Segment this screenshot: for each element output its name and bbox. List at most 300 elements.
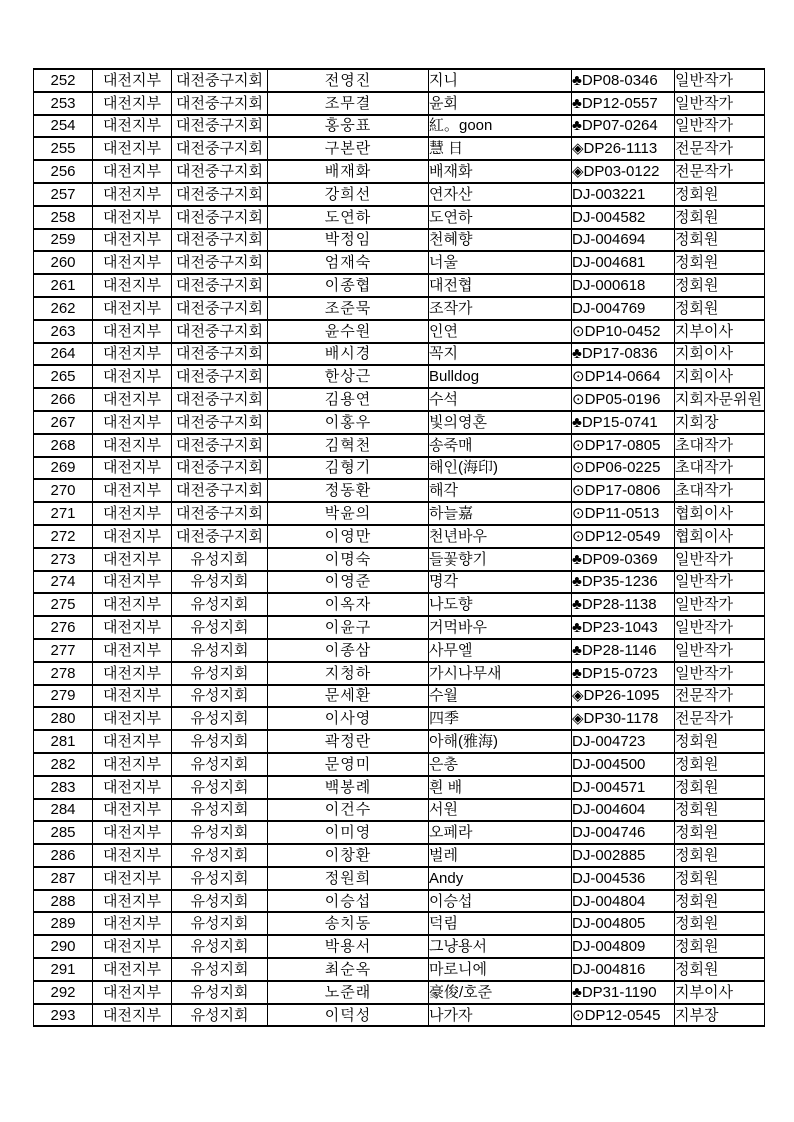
table-row [34, 548, 765, 571]
cell-no: 268 [34, 434, 93, 457]
cell-grade: 정회원 [675, 776, 765, 799]
cell-grade: 정회원 [675, 912, 765, 935]
table-row [34, 799, 765, 822]
cell-pen: 나가자 [429, 1004, 572, 1027]
cell-grade: 지부이사 [675, 981, 765, 1004]
cell-chapter: 대전중구지회 [172, 206, 268, 229]
cell-name: 이옥자 [268, 593, 429, 616]
table-row [34, 639, 765, 662]
cell-branch: 대전지부 [93, 890, 172, 913]
cell-pen: 벌레 [429, 844, 572, 867]
cell-name: 이미영 [268, 821, 429, 844]
table-row [34, 160, 765, 183]
cell-name: 박윤의 [268, 502, 429, 525]
cell-no: 253 [34, 92, 93, 115]
cell-pen: 수석 [429, 388, 572, 411]
cell-chapter: 유성지회 [172, 685, 268, 708]
cell-grade: 지회이사 [675, 365, 765, 388]
cell-branch: 대전지부 [93, 662, 172, 685]
cell-chapter: 대전중구지회 [172, 457, 268, 480]
cell-chapter: 유성지회 [172, 981, 268, 1004]
cell-pen: 들꽃향기 [429, 548, 572, 571]
cell-pen: 아해(雅海) [429, 730, 572, 753]
table-row [34, 935, 765, 958]
cell-grade: 정회원 [675, 799, 765, 822]
table-row [34, 434, 765, 457]
cell-chapter: 유성지회 [172, 593, 268, 616]
cell-code: ♣DP35-1236 [572, 571, 675, 594]
cell-code: DJ-000618 [572, 274, 675, 297]
cell-no: 254 [34, 115, 93, 138]
cell-chapter: 대전중구지회 [172, 229, 268, 252]
cell-grade: 초대작가 [675, 434, 765, 457]
cell-name: 백봉례 [268, 776, 429, 799]
cell-chapter: 대전중구지회 [172, 320, 268, 343]
cell-branch: 대전지부 [93, 92, 172, 115]
table-row [34, 69, 765, 92]
cell-pen: 명각 [429, 571, 572, 594]
cell-branch: 대전지부 [93, 274, 172, 297]
cell-branch: 대전지부 [93, 776, 172, 799]
cell-pen: 이승섭 [429, 890, 572, 913]
cell-grade: 일반작가 [675, 639, 765, 662]
cell-grade: 정회원 [675, 844, 765, 867]
cell-code: DJ-004694 [572, 229, 675, 252]
cell-no: 293 [34, 1004, 93, 1027]
cell-code: ♣DP17-0836 [572, 343, 675, 366]
cell-chapter: 유성지회 [172, 935, 268, 958]
cell-code: DJ-004536 [572, 867, 675, 890]
cell-no: 274 [34, 571, 93, 594]
table-row [34, 662, 765, 685]
cell-name: 이승섭 [268, 890, 429, 913]
table-row [34, 912, 765, 935]
table-row [34, 844, 765, 867]
cell-chapter: 대전중구지회 [172, 525, 268, 548]
cell-code: DJ-004582 [572, 206, 675, 229]
cell-code: DJ-004804 [572, 890, 675, 913]
cell-grade: 전문작가 [675, 137, 765, 160]
cell-chapter: 유성지회 [172, 639, 268, 662]
cell-name: 이영만 [268, 525, 429, 548]
cell-branch: 대전지부 [93, 229, 172, 252]
cell-branch: 대전지부 [93, 479, 172, 502]
cell-grade: 협회이사 [675, 525, 765, 548]
cell-code: ⊙DP12-0549 [572, 525, 675, 548]
cell-no: 265 [34, 365, 93, 388]
cell-pen: 꼭지 [429, 343, 572, 366]
cell-code: DJ-004805 [572, 912, 675, 935]
cell-branch: 대전지부 [93, 525, 172, 548]
cell-branch: 대전지부 [93, 753, 172, 776]
cell-pen: 豪俊/호준 [429, 981, 572, 1004]
cell-name: 이명숙 [268, 548, 429, 571]
cell-code: ⊙DP17-0806 [572, 479, 675, 502]
table-row [34, 92, 765, 115]
table-row [34, 821, 765, 844]
cell-pen: 도연하 [429, 206, 572, 229]
cell-pen: 조작가 [429, 297, 572, 320]
cell-branch: 대전지부 [93, 935, 172, 958]
cell-code: ♣DP09-0369 [572, 548, 675, 571]
cell-no: 280 [34, 707, 93, 730]
table-row [34, 753, 765, 776]
cell-chapter: 대전중구지회 [172, 388, 268, 411]
cell-code: ◈DP30-1178 [572, 707, 675, 730]
cell-chapter: 대전중구지회 [172, 502, 268, 525]
cell-no: 292 [34, 981, 93, 1004]
cell-pen: 慧 日 [429, 137, 572, 160]
cell-code: DJ-004769 [572, 297, 675, 320]
cell-chapter: 유성지회 [172, 776, 268, 799]
cell-name: 강희선 [268, 183, 429, 206]
cell-pen: 서원 [429, 799, 572, 822]
cell-name: 조준묵 [268, 297, 429, 320]
cell-chapter: 유성지회 [172, 958, 268, 981]
cell-branch: 대전지부 [93, 685, 172, 708]
cell-name: 이영준 [268, 571, 429, 594]
cell-grade: 지회장 [675, 411, 765, 434]
table-row [34, 343, 765, 366]
cell-name: 조무결 [268, 92, 429, 115]
cell-pen: 오페라 [429, 821, 572, 844]
cell-code: ⊙DP12-0545 [572, 1004, 675, 1027]
cell-code: DJ-004681 [572, 251, 675, 274]
cell-name: 홍웅표 [268, 115, 429, 138]
table-row [34, 707, 765, 730]
cell-pen: 해인(海印) [429, 457, 572, 480]
cell-grade: 일반작가 [675, 593, 765, 616]
table-row [34, 479, 765, 502]
cell-no: 290 [34, 935, 93, 958]
cell-name: 윤수원 [268, 320, 429, 343]
cell-no: 285 [34, 821, 93, 844]
cell-no: 288 [34, 890, 93, 913]
cell-name: 이창환 [268, 844, 429, 867]
cell-name: 정동환 [268, 479, 429, 502]
cell-branch: 대전지부 [93, 821, 172, 844]
cell-pen: 흰 배 [429, 776, 572, 799]
cell-code: ◈DP26-1113 [572, 137, 675, 160]
cell-chapter: 유성지회 [172, 571, 268, 594]
cell-grade: 지부장 [675, 1004, 765, 1027]
cell-chapter: 대전중구지회 [172, 434, 268, 457]
cell-name: 이사영 [268, 707, 429, 730]
table-row [34, 229, 765, 252]
cell-branch: 대전지부 [93, 981, 172, 1004]
cell-branch: 대전지부 [93, 593, 172, 616]
cell-name: 이건수 [268, 799, 429, 822]
cell-branch: 대전지부 [93, 730, 172, 753]
cell-code: DJ-004723 [572, 730, 675, 753]
cell-no: 256 [34, 160, 93, 183]
cell-grade: 정회원 [675, 821, 765, 844]
table-row [34, 502, 765, 525]
cell-branch: 대전지부 [93, 320, 172, 343]
cell-branch: 대전지부 [93, 1004, 172, 1027]
cell-code: ♣DP12-0557 [572, 92, 675, 115]
cell-chapter: 대전중구지회 [172, 274, 268, 297]
cell-no: 260 [34, 251, 93, 274]
cell-pen: 四季 [429, 707, 572, 730]
cell-pen: 사무엘 [429, 639, 572, 662]
cell-no: 289 [34, 912, 93, 935]
cell-branch: 대전지부 [93, 388, 172, 411]
cell-chapter: 대전중구지회 [172, 69, 268, 92]
table-row [34, 616, 765, 639]
cell-no: 273 [34, 548, 93, 571]
cell-chapter: 유성지회 [172, 730, 268, 753]
cell-code: DJ-004809 [572, 935, 675, 958]
cell-grade: 전문작가 [675, 160, 765, 183]
cell-name: 노준래 [268, 981, 429, 1004]
cell-no: 261 [34, 274, 93, 297]
cell-chapter: 대전중구지회 [172, 411, 268, 434]
cell-branch: 대전지부 [93, 411, 172, 434]
cell-code: ⊙DP11-0513 [572, 502, 675, 525]
cell-pen: 나도향 [429, 593, 572, 616]
cell-code: DJ-004500 [572, 753, 675, 776]
cell-no: 270 [34, 479, 93, 502]
table-row [34, 274, 765, 297]
table-row [34, 525, 765, 548]
cell-chapter: 대전중구지회 [172, 115, 268, 138]
cell-grade: 일반작가 [675, 115, 765, 138]
cell-no: 264 [34, 343, 93, 366]
cell-grade: 정회원 [675, 890, 765, 913]
cell-branch: 대전지부 [93, 297, 172, 320]
cell-branch: 대전지부 [93, 571, 172, 594]
cell-code: DJ-003221 [572, 183, 675, 206]
table-row [34, 297, 765, 320]
cell-pen: 연자산 [429, 183, 572, 206]
member-table-body [34, 69, 765, 1026]
table-row [34, 251, 765, 274]
cell-grade: 일반작가 [675, 571, 765, 594]
cell-chapter: 유성지회 [172, 707, 268, 730]
cell-branch: 대전지부 [93, 160, 172, 183]
table-row [34, 981, 765, 1004]
cell-chapter: 유성지회 [172, 548, 268, 571]
cell-pen: 紅。goon [429, 115, 572, 138]
cell-no: 258 [34, 206, 93, 229]
cell-code: ♣DP07-0264 [572, 115, 675, 138]
table-row [34, 593, 765, 616]
cell-code: DJ-002885 [572, 844, 675, 867]
cell-chapter: 대전중구지회 [172, 297, 268, 320]
cell-grade: 정회원 [675, 297, 765, 320]
cell-no: 286 [34, 844, 93, 867]
cell-chapter: 대전중구지회 [172, 365, 268, 388]
cell-grade: 정회원 [675, 730, 765, 753]
cell-name: 엄재숙 [268, 251, 429, 274]
cell-chapter: 유성지회 [172, 912, 268, 935]
cell-pen: 송죽매 [429, 434, 572, 457]
cell-pen: Bulldog [429, 365, 572, 388]
cell-grade: 초대작가 [675, 457, 765, 480]
cell-no: 291 [34, 958, 93, 981]
cell-no: 269 [34, 457, 93, 480]
table-row [34, 206, 765, 229]
cell-code: DJ-004746 [572, 821, 675, 844]
cell-name: 김혁천 [268, 434, 429, 457]
cell-branch: 대전지부 [93, 137, 172, 160]
cell-code: ♣DP15-0723 [572, 662, 675, 685]
cell-code: ⊙DP06-0225 [572, 457, 675, 480]
cell-name: 정원희 [268, 867, 429, 890]
cell-branch: 대전지부 [93, 343, 172, 366]
cell-branch: 대전지부 [93, 115, 172, 138]
table-row [34, 457, 765, 480]
cell-name: 곽정란 [268, 730, 429, 753]
cell-grade: 정회원 [675, 274, 765, 297]
cell-pen: 빛의영혼 [429, 411, 572, 434]
cell-grade: 전문작가 [675, 707, 765, 730]
cell-branch: 대전지부 [93, 844, 172, 867]
cell-grade: 일반작가 [675, 548, 765, 571]
cell-name: 문세환 [268, 685, 429, 708]
cell-code: ⊙DP05-0196 [572, 388, 675, 411]
cell-no: 272 [34, 525, 93, 548]
cell-grade: 정회원 [675, 753, 765, 776]
cell-pen: 윤회 [429, 92, 572, 115]
cell-no: 275 [34, 593, 93, 616]
cell-branch: 대전지부 [93, 548, 172, 571]
cell-name: 전영진 [268, 69, 429, 92]
cell-chapter: 유성지회 [172, 799, 268, 822]
cell-no: 276 [34, 616, 93, 639]
cell-branch: 대전지부 [93, 616, 172, 639]
cell-name: 지청하 [268, 662, 429, 685]
cell-no: 267 [34, 411, 93, 434]
cell-code: ♣DP23-1043 [572, 616, 675, 639]
cell-chapter: 대전중구지회 [172, 251, 268, 274]
cell-name: 문영미 [268, 753, 429, 776]
cell-grade: 정회원 [675, 958, 765, 981]
cell-chapter: 대전중구지회 [172, 479, 268, 502]
cell-pen: 그냥용서 [429, 935, 572, 958]
table-row [34, 685, 765, 708]
cell-branch: 대전지부 [93, 183, 172, 206]
cell-grade: 일반작가 [675, 92, 765, 115]
cell-name: 이덕성 [268, 1004, 429, 1027]
cell-pen: Andy [429, 867, 572, 890]
table-row [34, 730, 765, 753]
table-row [34, 388, 765, 411]
cell-code: ◈DP03-0122 [572, 160, 675, 183]
cell-grade: 전문작가 [675, 685, 765, 708]
table-row [34, 411, 765, 434]
cell-name: 이윤구 [268, 616, 429, 639]
cell-grade: 협회이사 [675, 502, 765, 525]
cell-pen: 천년바우 [429, 525, 572, 548]
cell-name: 송치동 [268, 912, 429, 935]
cell-no: 277 [34, 639, 93, 662]
cell-code: DJ-004816 [572, 958, 675, 981]
table-row [34, 776, 765, 799]
cell-chapter: 유성지회 [172, 1004, 268, 1027]
cell-branch: 대전지부 [93, 457, 172, 480]
cell-code: ◈DP26-1095 [572, 685, 675, 708]
cell-grade: 정회원 [675, 867, 765, 890]
cell-no: 257 [34, 183, 93, 206]
cell-no: 266 [34, 388, 93, 411]
cell-branch: 대전지부 [93, 958, 172, 981]
table-row [34, 183, 765, 206]
cell-chapter: 유성지회 [172, 662, 268, 685]
cell-code: ♣DP28-1146 [572, 639, 675, 662]
cell-name: 이종협 [268, 274, 429, 297]
cell-pen: 가시나무새 [429, 662, 572, 685]
table-row [34, 320, 765, 343]
cell-grade: 일반작가 [675, 69, 765, 92]
table-row [34, 958, 765, 981]
table-row [34, 890, 765, 913]
cell-pen: 은총 [429, 753, 572, 776]
cell-chapter: 유성지회 [172, 821, 268, 844]
cell-grade: 정회원 [675, 251, 765, 274]
cell-name: 김용연 [268, 388, 429, 411]
cell-code: ♣DP15-0741 [572, 411, 675, 434]
cell-pen: 배재화 [429, 160, 572, 183]
cell-name: 이홍우 [268, 411, 429, 434]
cell-no: 283 [34, 776, 93, 799]
cell-no: 252 [34, 69, 93, 92]
cell-code: ♣DP28-1138 [572, 593, 675, 616]
cell-pen: 거먹바우 [429, 616, 572, 639]
cell-branch: 대전지부 [93, 69, 172, 92]
cell-chapter: 유성지회 [172, 753, 268, 776]
cell-pen: 대전협 [429, 274, 572, 297]
cell-pen: 천혜향 [429, 229, 572, 252]
cell-grade: 정회원 [675, 935, 765, 958]
table-row [34, 137, 765, 160]
cell-grade: 지부이사 [675, 320, 765, 343]
cell-pen: 마로니에 [429, 958, 572, 981]
cell-grade: 일반작가 [675, 662, 765, 685]
cell-name: 박정임 [268, 229, 429, 252]
cell-grade: 일반작가 [675, 616, 765, 639]
cell-code: DJ-004604 [572, 799, 675, 822]
table-row [34, 867, 765, 890]
cell-code: ♣DP08-0346 [572, 69, 675, 92]
cell-pen: 인연 [429, 320, 572, 343]
cell-chapter: 대전중구지회 [172, 160, 268, 183]
member-roster-table [33, 68, 765, 1027]
cell-code: DJ-004571 [572, 776, 675, 799]
cell-no: 263 [34, 320, 93, 343]
cell-grade: 지회자문위원 [675, 388, 765, 411]
cell-no: 259 [34, 229, 93, 252]
cell-grade: 지회이사 [675, 343, 765, 366]
cell-name: 김형기 [268, 457, 429, 480]
cell-no: 279 [34, 685, 93, 708]
cell-no: 278 [34, 662, 93, 685]
cell-name: 배시경 [268, 343, 429, 366]
table-row [34, 571, 765, 594]
cell-chapter: 대전중구지회 [172, 92, 268, 115]
cell-branch: 대전지부 [93, 502, 172, 525]
cell-chapter: 대전중구지회 [172, 137, 268, 160]
cell-branch: 대전지부 [93, 251, 172, 274]
cell-pen: 수월 [429, 685, 572, 708]
cell-pen: 하늘嘉 [429, 502, 572, 525]
cell-code: ♣DP31-1190 [572, 981, 675, 1004]
cell-chapter: 유성지회 [172, 616, 268, 639]
cell-grade: 정회원 [675, 183, 765, 206]
cell-no: 255 [34, 137, 93, 160]
cell-no: 262 [34, 297, 93, 320]
